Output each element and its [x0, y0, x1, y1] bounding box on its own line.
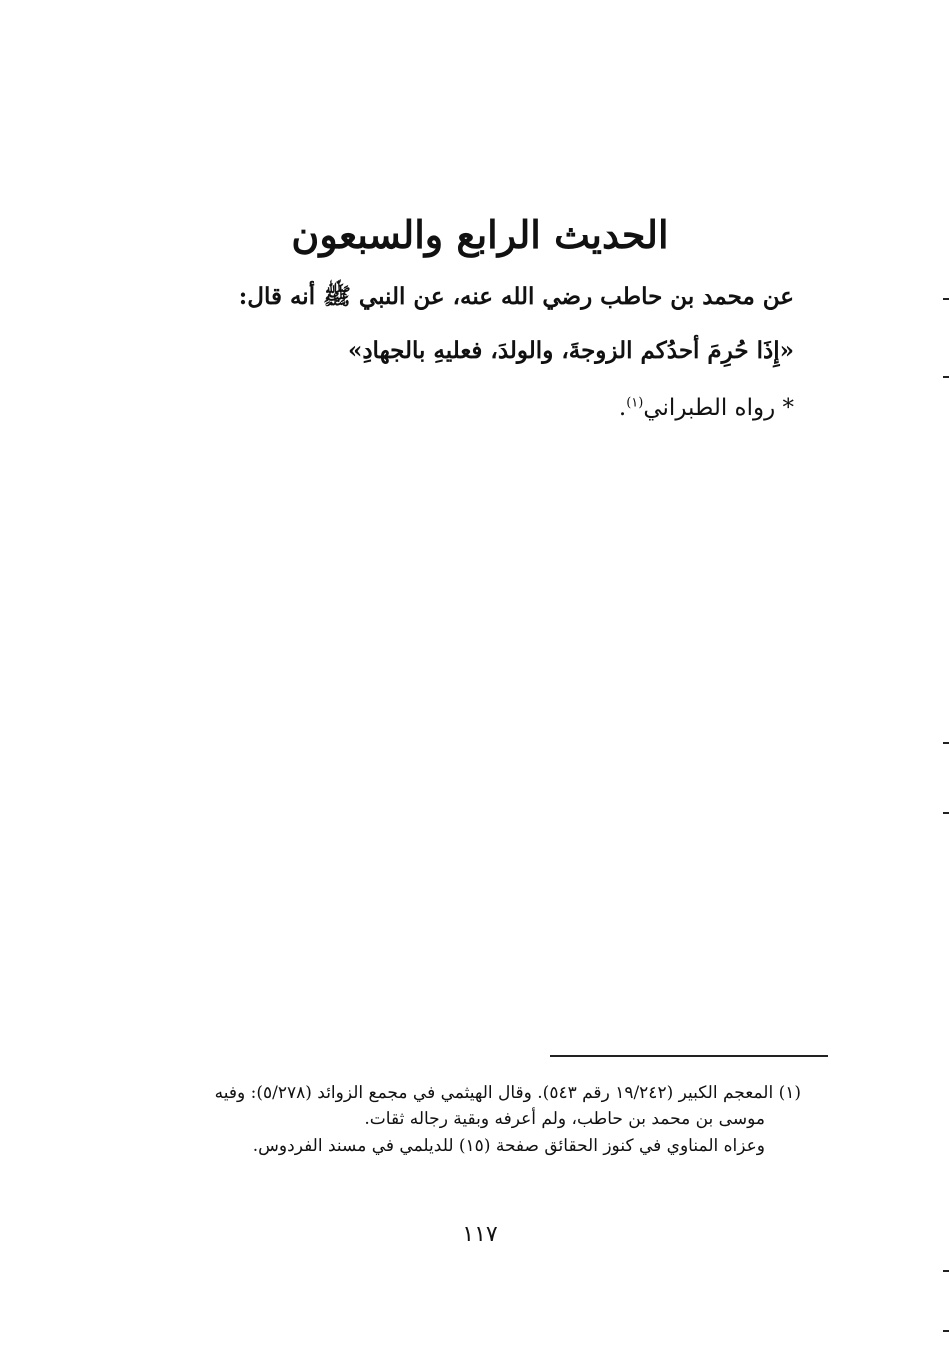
scan-edge-mark — [943, 298, 949, 300]
footnote-line-3: وعزاه المناوي في كنوز الحقائق صفحة (١٥) للديلمي في مسند الفردوس. — [252, 1135, 765, 1156]
hadith-title: الحديث الرابع والسبعون — [291, 212, 669, 257]
footnotes — [141, 1080, 801, 1159]
scan-edge-mark — [943, 376, 949, 378]
footnote-line-1: (١) المعجم الكبير (١٩/٢٤٢ رقم ٥٤٣). وقال الهيثمي في مجمع الزوائد (٥/٢٧٨): وفيه — [214, 1083, 801, 1103]
narration-chain: عن محمد بن حاطب رضي الله عنه، عن النبي ﷺ أنه قال: — [238, 283, 794, 310]
footnote-marker: (١) — [626, 395, 644, 411]
hadith-source — [619, 394, 794, 424]
hadith-text: «إِذَا حُرِمَ أحدُكم الزوجةَ، والولدَ، فعليهِ بالجهادِ» — [347, 337, 794, 364]
source-end: . — [618, 395, 627, 421]
page-number: ١١٧ — [462, 1222, 498, 1247]
scan-edge-mark — [943, 812, 949, 814]
scan-edge-mark — [943, 742, 949, 744]
scan-edge-mark — [943, 1270, 949, 1272]
scan-edge-mark — [943, 1330, 949, 1332]
source-text: * رواه الطبراني — [643, 395, 794, 421]
footnote-line-2: موسى بن محمد بن حاطب، ولم أعرفه وبقية رجاله ثقات. — [364, 1109, 765, 1130]
footnote-divider — [550, 1055, 828, 1057]
